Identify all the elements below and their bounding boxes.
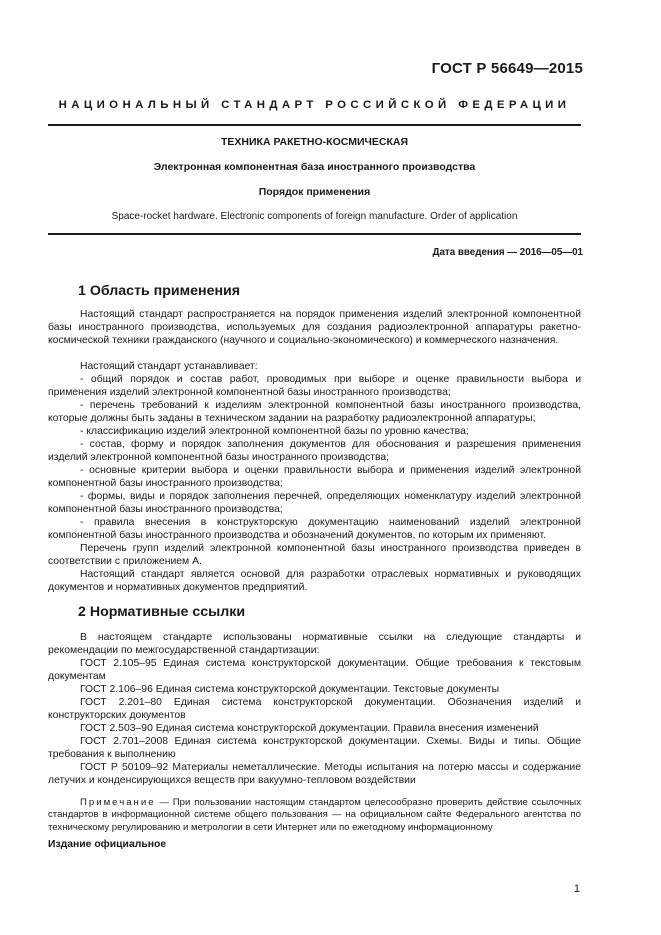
normative-reference: ГОСТ Р 50109–92 Материалы неметаллические. Методы испытания на потерю массы и содержание летучих и конденсирующихся веществ при вакуумно-тепловом воздействии xyxy=(48,762,581,786)
section-1-list-item: - классификацию изделий электронной компонентной базы по уровню качества; xyxy=(80,426,469,437)
page-number: 1 xyxy=(573,883,580,895)
section-1-paragraph: Настоящий стандарт устанавливает: xyxy=(80,361,258,372)
header-rule-bottom xyxy=(48,233,581,235)
title-sub: Электронная компонентная база иностранного производства xyxy=(153,161,476,173)
section-1-list-item: - состав, форму и порядок заполнения документов для обоснования и разрешения применения изделий электронной компонентной базы иностранного производства; xyxy=(48,439,581,463)
section-1-list-item: - правила внесения в конструкторскую документацию наименований изделий электронной компонентной базы иностранного производства и обозначений документов, по которым их применяют. xyxy=(48,517,581,541)
section-1-heading: 1 Область применения xyxy=(78,283,241,299)
title-main: ТЕХНИКА РАКЕТНО-КОСМИЧЕСКАЯ xyxy=(220,136,408,148)
edition-label: Издание официальное xyxy=(48,839,167,850)
normative-reference: ГОСТ 2.106–96 Единая система конструкторской документации. Текстовые документы xyxy=(80,684,500,695)
section-2-heading: 2 Нормативные ссылки xyxy=(78,604,246,620)
note-label: Примечание xyxy=(80,797,156,808)
section-1-list-item: - основные критерии выбора и оценки правильности выбора и применения изделий электронной компонентной базы иностранного производства; xyxy=(48,465,581,489)
effective-date: Дата введения — 2016—05—01 xyxy=(432,247,583,258)
section-1-paragraph: Перечень групп изделий электронной компонентной базы иностранного производства приведен в соответствии с приложением А. xyxy=(48,543,581,567)
section-1-paragraph: Настоящий стандарт распространяется на порядок применения изделий электронной компонентной базы иностранного производства, используемых для создания радиоэлектронной аппаратуры ракетно-космической техники гражданского (научного и социально-экономического) и коммерческого назначения. xyxy=(48,309,581,346)
section-1-list-item: - формы, виды и порядок заполнения перечней, определяющих номенклатуру изделий электронной компонентной базы иностранного производства; xyxy=(48,491,581,515)
normative-reference: ГОСТ 2.201–80 Единая система конструкторской документации. Обозначения изделий и конструкторских документов xyxy=(48,697,581,721)
note-text: — При пользовании настоящим стандартом целесообразно проверить действие ссылочных стандартов в информационной системе общего пользования — на официальном сайте Федерального агентства по техническому регулированию и метрологии в сети Интернет или по ежегодному информационному xyxy=(48,797,581,833)
standard-number: ГОСТ Р 56649—2015 xyxy=(431,60,583,77)
note-paragraph xyxy=(48,797,581,834)
section-1-paragraph: Настоящий стандарт является основой для разработки отраслевых нормативных и руководящих документов и нормативных документов предприятий. xyxy=(48,569,581,593)
normative-reference: ГОСТ 2.701–2008 Единая система конструкторской документации. Схемы. Виды и типы. Общие требования к выполнению xyxy=(48,736,581,760)
header-rule-top xyxy=(48,124,581,126)
section-1-list-item: - перечень требований к изделиям электронной компонентной базы иностранного производства, которые должны быть заданы в техническом задании на разработку радиоэлектронной аппаратуры; xyxy=(48,400,581,424)
national-standard-header: НАЦИОНАЛЬНЫЙ СТАНДАРТ РОССИЙСКОЙ ФЕДЕРАЦИИ xyxy=(58,99,571,111)
title-order: Порядок применения xyxy=(258,186,371,198)
normative-reference: ГОСТ 2.503–90 Единая система конструкторской документации. Правила внесения изменений xyxy=(80,723,539,734)
section-2-paragraph: В настоящем стандарте использованы нормативные ссылки на следующие стандарты и рекомендации по межгосударственной стандартизации: xyxy=(48,632,581,656)
section-1-list-item: - общий порядок и состав работ, проводимых при выборе и оценке правильности выбора и применения изделий электронной компонентной базы иностранного производства; xyxy=(48,374,581,398)
title-english: Space-rocket hardware. Electronic components of foreign manufacture. Order of application xyxy=(111,211,518,222)
normative-reference: ГОСТ 2.105–95 Единая система конструкторской документации. Общие требования к текстовым документам xyxy=(48,658,581,682)
